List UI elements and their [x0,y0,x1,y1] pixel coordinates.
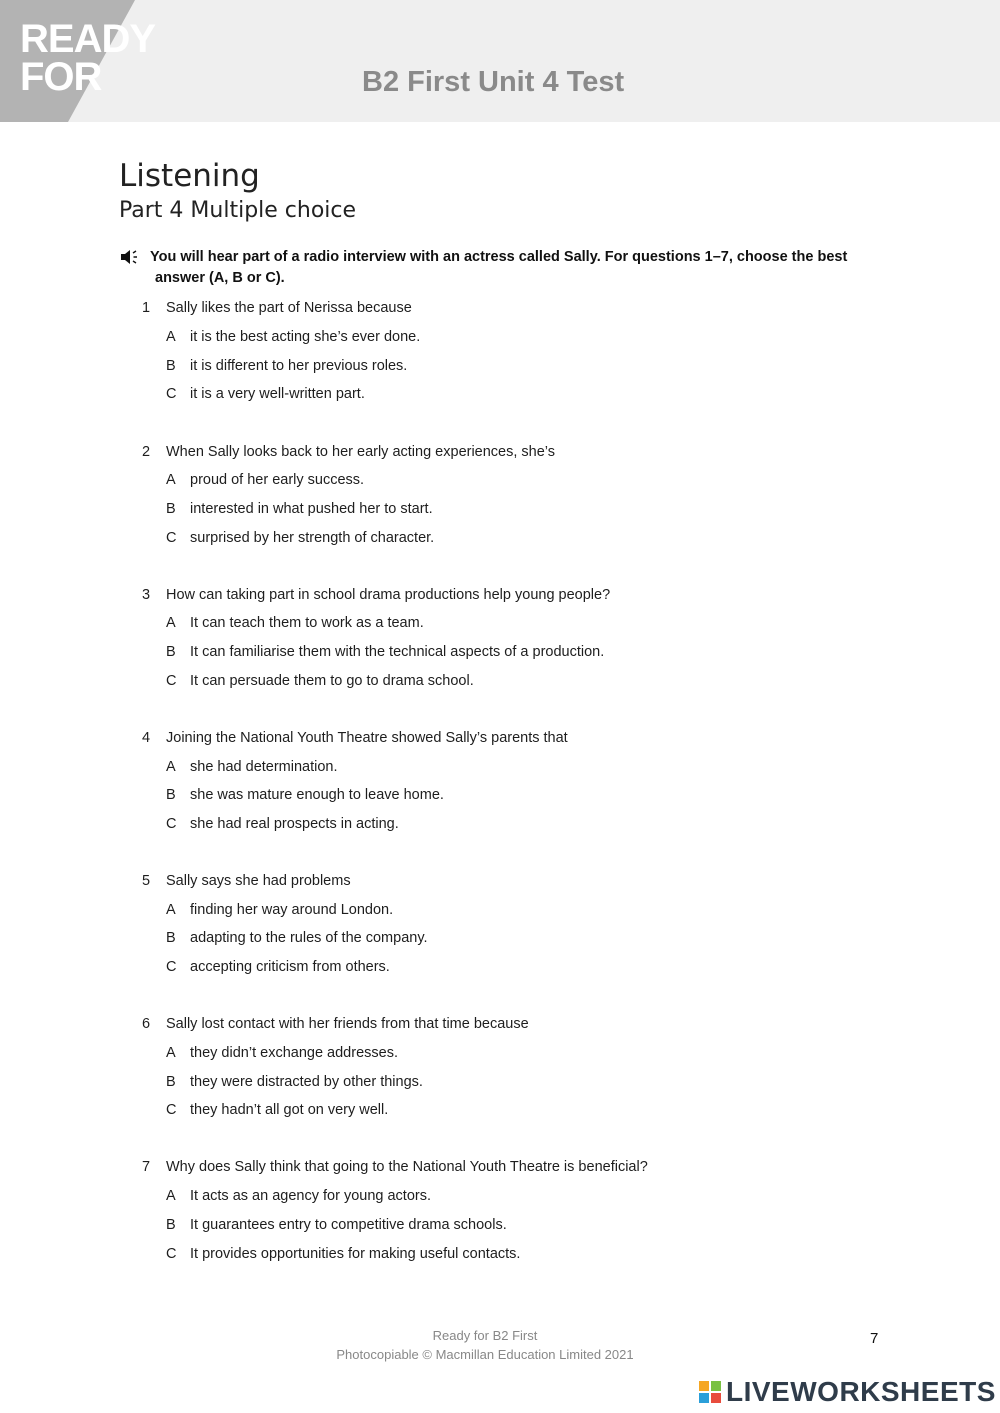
option-letter: C [166,1102,177,1119]
option-letter: B [166,787,176,804]
option-letter: A [166,1188,176,1205]
option-6-c[interactable] [142,1096,902,1125]
question-text: Sally says she had problems [166,873,351,890]
liveworksheets-watermark [698,1377,996,1407]
option-letter: A [166,758,176,775]
question-text: When Sally looks back to her early acting experiences, she’s [166,443,556,460]
option-text: surprised by her strength of character. [190,529,435,546]
footer [280,1326,690,1364]
option-text: adapting to the rules of the company. [190,930,428,947]
question-number: 4 [142,729,151,746]
option-letter: B [166,1216,176,1233]
option-4-b[interactable] [142,781,902,810]
question-number: 5 [142,873,151,890]
option-text: finding her way around London. [190,901,394,918]
question-text: Why does Sally think that going to the National Youth Theatre is beneficial? [166,1159,648,1176]
option-3-b[interactable] [142,638,902,667]
question-6 [142,1010,902,1153]
question-number: 3 [142,586,151,603]
instructions-text [120,247,895,289]
question-stem [142,1153,902,1182]
option-text: it is a very well-written part. [190,386,365,403]
page-number: 7 [870,1330,879,1347]
option-letter: C [166,815,177,832]
option-2-c[interactable] [142,523,902,552]
logo-text [20,17,156,99]
option-4-a[interactable] [142,752,902,781]
question-stem [142,580,902,609]
option-5-b[interactable] [142,924,902,953]
option-7-c[interactable] [142,1239,902,1268]
option-text: It can familiarise them with the technical aspects of a production. [190,644,605,661]
option-letter: B [166,357,176,374]
section-title: Listening [119,158,260,194]
option-text: It can persuade them to go to drama school. [190,672,474,689]
question-text: Sally lost contact with her friends from that time because [166,1016,529,1033]
option-5-c[interactable] [142,953,902,982]
option-7-a[interactable] [142,1182,902,1211]
option-5-a[interactable] [142,895,902,924]
option-2-b[interactable] [142,495,902,524]
option-letter: A [166,615,176,632]
question-stem [142,724,902,753]
question-7 [142,1153,902,1296]
option-text: It provides opportunities for making useful contacts. [190,1245,521,1262]
question-stem [142,1010,902,1039]
option-letter: B [166,500,176,517]
question-stem [142,867,902,896]
option-letter: C [166,672,177,689]
option-6-b[interactable] [142,1067,902,1096]
question-1 [142,294,902,437]
option-letter: A [166,329,176,346]
footer-line-2: Photocopiable © Macmillan Education Limited 2021 [336,1347,634,1362]
liveworksheets-text: LIVEWORKSHEETS [726,1376,996,1407]
option-letter: A [166,1044,176,1061]
instructions [120,247,895,289]
option-text: she had real prospects in acting. [190,815,399,832]
option-letter: B [166,1073,176,1090]
instructions-line-1: You will hear part of a radio interview with an actress called Sally. For questions 1–7, choose the best [150,249,848,265]
question-number: 2 [142,443,151,460]
option-7-b[interactable] [142,1211,902,1240]
liveworksheets-logo-icon [698,1380,722,1404]
option-text: they didn’t exchange addresses. [190,1044,398,1061]
question-stem [142,294,902,323]
option-text: it is different to her previous roles. [190,357,408,374]
question-stem [142,437,902,466]
instructions-line-2: answer (A, B or C). [155,270,285,286]
question-2 [142,437,902,580]
option-text: they were distracted by other things. [190,1073,423,1090]
option-2-a[interactable] [142,466,902,495]
question-list [142,294,902,1296]
option-text: she had determination. [190,758,338,775]
question-number: 6 [142,1016,151,1033]
option-1-c[interactable] [142,380,902,409]
question-4 [142,724,902,867]
speaker-icon [120,249,140,265]
option-1-b[interactable] [142,351,902,380]
question-number: 1 [142,300,151,317]
question-5 [142,867,902,1010]
option-letter: A [166,472,176,489]
option-3-a[interactable] [142,609,902,638]
section-subtitle: Part 4 Multiple choice [119,198,357,223]
option-letter: C [166,529,177,546]
option-text: It acts as an agency for young actors. [190,1188,431,1205]
option-letter: B [166,644,176,661]
option-letter: C [166,386,177,403]
option-letter: C [166,1245,177,1262]
question-number: 7 [142,1159,151,1176]
document-title: B2 First Unit 4 Test [362,66,625,98]
logo-line-1: READY [20,17,156,61]
option-text: interested in what pushed her to start. [190,500,433,517]
option-text: It can teach them to work as a team. [190,615,424,632]
footer-line-1: Ready for B2 First [432,1328,538,1343]
option-1-a[interactable] [142,323,902,352]
option-text: she was mature enough to leave home. [190,787,444,804]
option-letter: A [166,901,176,918]
question-text: Joining the National Youth Theatre showed Sally’s parents that [166,729,568,746]
ready-for-logo [0,0,175,122]
option-text: It guarantees entry to competitive drama schools. [190,1216,507,1233]
option-3-c[interactable] [142,666,902,695]
option-text: they hadn’t all got on very well. [190,1102,389,1119]
option-letter: B [166,930,176,947]
question-3 [142,580,902,723]
option-text: accepting criticism from others. [190,959,390,976]
option-text: it is the best acting she’s ever done. [190,329,421,346]
question-text: Sally likes the part of Nerissa because [166,300,412,317]
option-6-a[interactable] [142,1039,902,1068]
option-letter: C [166,959,177,976]
question-text: How can taking part in school drama productions help young people? [166,586,611,603]
logo-line-2: FOR [20,55,102,99]
option-4-c[interactable] [142,810,902,839]
option-text: proud of her early success. [190,472,365,489]
